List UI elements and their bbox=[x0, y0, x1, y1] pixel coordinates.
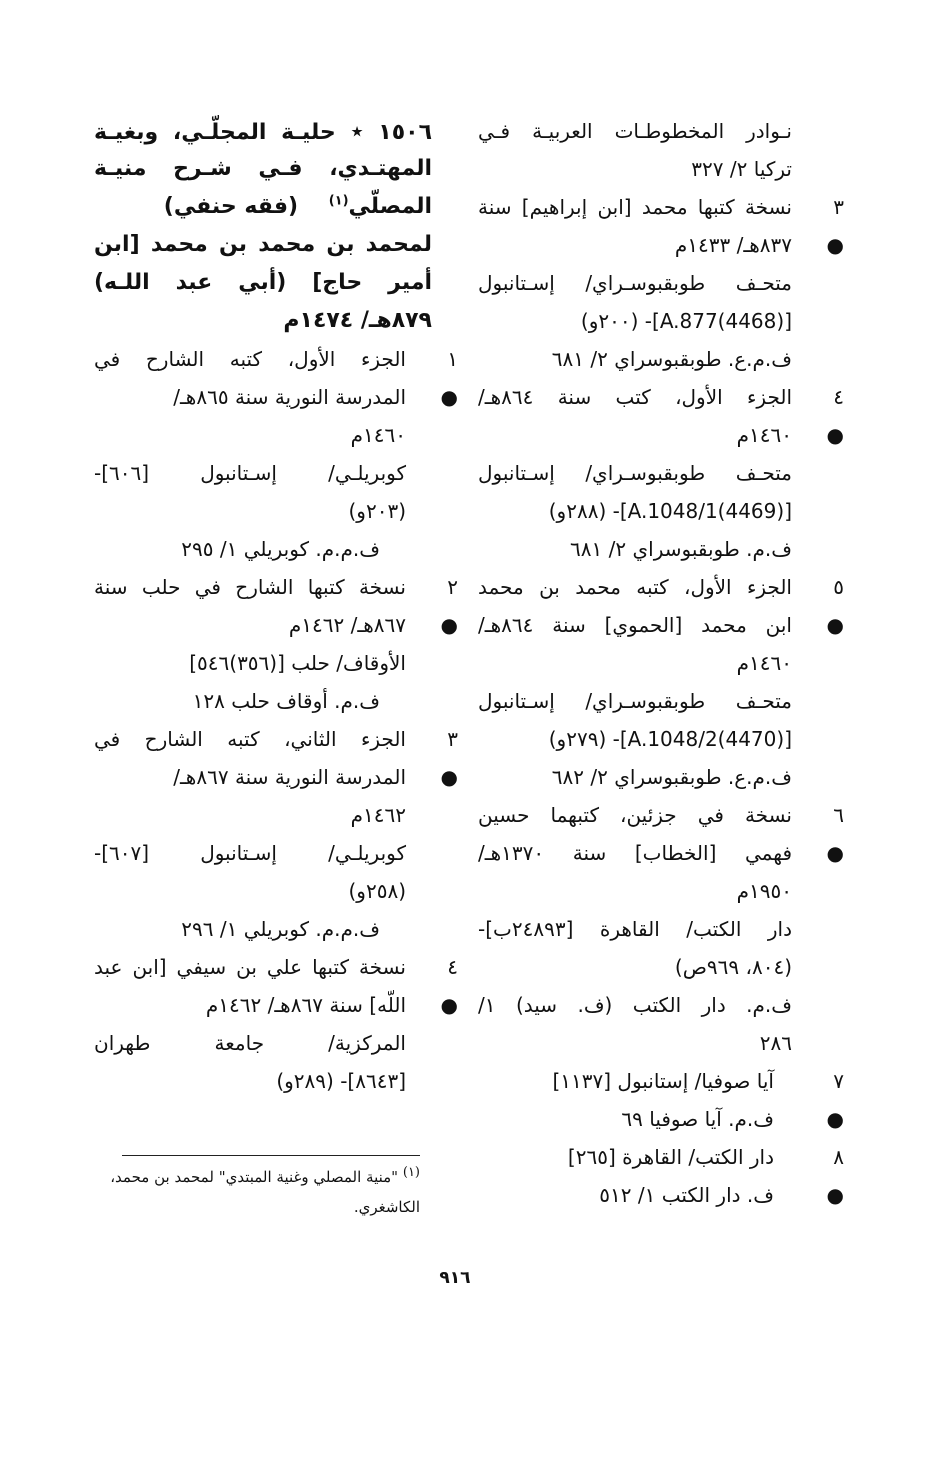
entry-line: نسخة كتبها الشارح في حلب سنة bbox=[94, 575, 406, 599]
copy-entry bbox=[478, 1138, 844, 1214]
footnote-number: (١) bbox=[402, 1165, 420, 1180]
entry-line: اللّه] سنة ٨٦٧هـ/ ١٤٦٢م bbox=[205, 993, 406, 1017]
copy-entry bbox=[478, 1062, 844, 1138]
entry-line: (٨٠٤، ٩٦٩ص) bbox=[674, 955, 792, 979]
copy-entry bbox=[94, 340, 458, 568]
bullet-marker: ٤ ● bbox=[826, 385, 844, 447]
author-line: أمير حاج] (أبي عبد اللـه) bbox=[94, 270, 432, 295]
entry-line: آيا صوفيا/ إستانبول [١١٣٧] bbox=[552, 1069, 774, 1093]
footnote-divider bbox=[122, 1155, 420, 1156]
entry-line: ٨٣٧هـ/ ١٤٣٣م bbox=[674, 233, 792, 257]
entry-line: نسخة كتبها علي بن سيفي [ابن عبد bbox=[94, 955, 406, 979]
entry-line: ١٤٦٢م bbox=[350, 803, 406, 827]
entry-line: (٢٠٣و) bbox=[348, 499, 406, 523]
bullet-marker: ٥ ● bbox=[826, 575, 844, 637]
page-number: ٩١٦ bbox=[439, 1268, 471, 1288]
entry-line: الجزء الأول، كتب سنة ٨٦٤هـ/ bbox=[478, 385, 792, 409]
copy-entry bbox=[478, 378, 844, 568]
entry-line: ابن محمد [الحموي] سنة ٨٦٤هـ/ bbox=[478, 613, 792, 637]
entry-line: المركزية/ جامعة طهران bbox=[94, 1031, 406, 1055]
entry-line: فهمي [الخطاب] سنة ١٣٧٠هـ/ bbox=[478, 841, 792, 865]
entry-line: متحـف طوبقبوسـراي/ إسـتانبول bbox=[478, 461, 792, 485]
entry-line: كوبريلـي/ إسـتانبول [٦٠٦]- bbox=[94, 461, 406, 485]
author-line: لمحمد بن محمد بن محمد [ابن bbox=[94, 232, 432, 257]
bullet-marker: ٨ ● bbox=[826, 1145, 844, 1207]
entry-line: ١٩٥٠م bbox=[736, 879, 792, 903]
footnote bbox=[94, 1162, 420, 1222]
entry-line: متحـف طوبقبوسـراي/ إسـتانبول bbox=[478, 271, 792, 295]
entry-line: ١٤٦٠م bbox=[736, 651, 792, 675]
entry-line: ٨٦٧هـ/ ١٤٦٢م bbox=[288, 613, 406, 637]
star-icon: ٭ bbox=[350, 117, 364, 145]
entry-line: كوبريلـي/ إسـتانبول [٦٠٧]- bbox=[94, 841, 406, 865]
entry-line: ١٤٦٠م bbox=[736, 423, 792, 447]
bullet-marker: ٢ ● bbox=[440, 575, 458, 637]
entry-line: نسخة في جزئين، كتبهما حسين bbox=[478, 803, 792, 827]
entry-line: متحـف طوبقبوسـراي/ إسـتانبول bbox=[478, 689, 792, 713]
copy-entry bbox=[94, 948, 458, 1100]
entry-line: [A.1048/2(4470)]- (٢٧٩و) bbox=[548, 727, 792, 751]
entry-line: ف.م. دار الكتب (ف. سيد) ١/ bbox=[478, 993, 792, 1017]
bullet-marker: ٣ ● bbox=[826, 195, 844, 257]
entry-line: الأوقاف/ حلب [(٣٥٦)٥٤٦] bbox=[189, 651, 406, 675]
bullet-marker: ١ ● bbox=[440, 347, 458, 409]
entry-line: الجزء الأول، كتبه الشارح في bbox=[94, 347, 406, 371]
entry-title: ١٥٠٦ ٭ حليـة المجلّـي، وبغيـة bbox=[94, 117, 432, 145]
entry-number: ١٥٠٦ bbox=[378, 120, 432, 145]
entry-line: الجزء الأول، كتبه محمد بن محمد bbox=[478, 575, 792, 599]
entry-line: ف.م. أوقاف حلب ١٢٨ bbox=[192, 689, 380, 713]
entry-line: دار الكتب/ القاهرة [٢٦٥] bbox=[567, 1145, 774, 1169]
entry-title: المصلّي$^{(١)}$ (فقه حنفي) bbox=[163, 193, 432, 219]
left-column bbox=[94, 112, 458, 1100]
intro-line: تركيا ٢/ ٣٢٧ bbox=[691, 157, 792, 181]
subject-tag: (فقه حنفي) bbox=[163, 194, 299, 219]
entry-line: [٨٦٤٣]- (٢٨٩و) bbox=[276, 1069, 406, 1093]
entry-line: (٢٥٨و) bbox=[348, 879, 406, 903]
entry-line: ف. دار الكتب ١/ ٥١٢ bbox=[599, 1183, 774, 1207]
entry-line: ف.م.م. كوبريلي ١/ ٢٩٦ bbox=[181, 917, 380, 941]
entry-title: المهتـدي، فـي شـرح منيـة bbox=[94, 156, 432, 181]
entry-line: نسخة كتبها محمد [ابن إبراهيم] سنة bbox=[478, 195, 792, 219]
copy-entry bbox=[478, 188, 844, 378]
entry-line: ف.م.م. كوبريلي ١/ ٢٩٥ bbox=[181, 537, 380, 561]
bullet-marker: ٤ ● bbox=[440, 955, 458, 1017]
entry-line: ١٤٦٠م bbox=[350, 423, 406, 447]
entry-line: ٢٨٦ bbox=[759, 1031, 792, 1055]
bullet-marker: ٣ ● bbox=[440, 727, 458, 789]
entry-line: ف.م.ع. طوبقبوسراي ٢/ ٦٨٢ bbox=[551, 765, 792, 789]
entry-line: المدرسة النورية سنة ٨٦٥هـ/ bbox=[173, 385, 406, 409]
right-column bbox=[478, 112, 844, 1214]
entry-line: [A.1048/1(4469)]- (٢٨٨و) bbox=[548, 499, 792, 523]
footnote-text: "منية المصلي وغنية المبتدي" لمحمد بن محمد، الكاشغري. bbox=[110, 1168, 420, 1216]
entry-line: دار الكتب/ القاهرة [٢٤٨٩٣ب]- bbox=[478, 917, 792, 941]
bullet-marker: ٧ ● bbox=[826, 1069, 844, 1131]
entry-line: ف.م. آيا صوفيا ٦٩ bbox=[621, 1107, 774, 1131]
author-dates: ٨٧٩هـ/ ١٤٧٤م bbox=[283, 308, 432, 333]
copy-entry bbox=[478, 568, 844, 796]
entry-line: ف.م.ع. طوبقبوسراي ٢/ ٦٨١ bbox=[551, 347, 792, 371]
copy-entry bbox=[478, 796, 844, 1062]
entry-line: [A.877(4468)]- (٢٠٠و) bbox=[580, 309, 792, 333]
intro-line: نـوادر المخطوطـات العربيـة فـي bbox=[478, 119, 792, 143]
entry-line: المدرسة النورية سنة ٨٦٧هـ/ bbox=[173, 765, 406, 789]
entry-line: ف.م. طوبقبوسراي ٢/ ٦٨١ bbox=[570, 537, 792, 561]
copy-entry bbox=[94, 568, 458, 720]
footnote-marker[interactable]: (١) bbox=[328, 193, 349, 209]
entry-line: الجزء الثاني، كتبه الشارح في bbox=[94, 727, 406, 751]
bullet-marker: ٦ ● bbox=[826, 803, 844, 865]
copy-entry bbox=[94, 720, 458, 948]
